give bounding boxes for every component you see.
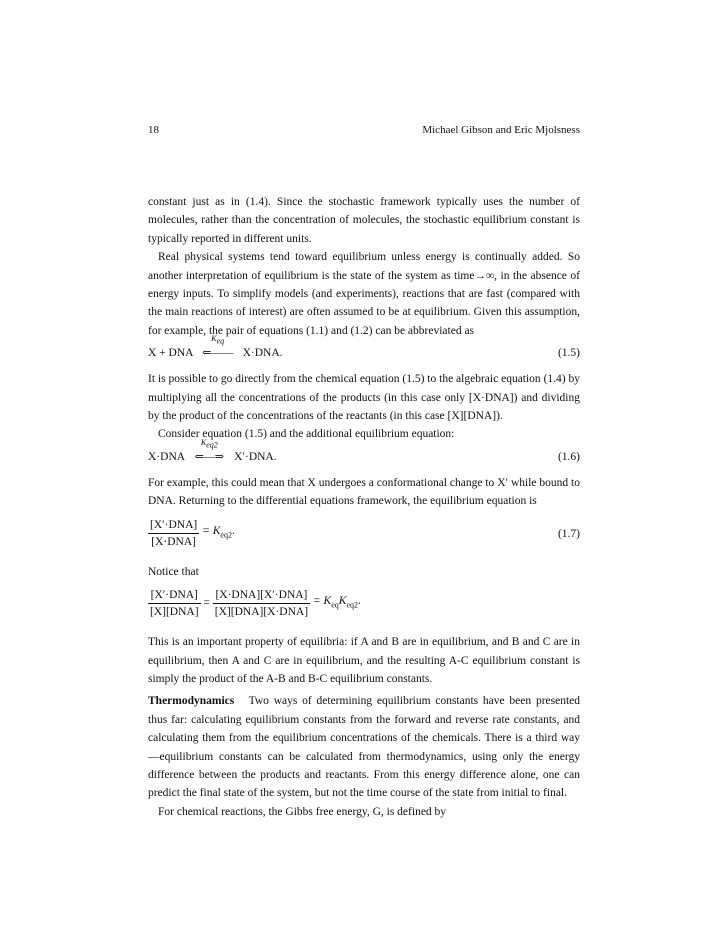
eq18-fraction-1 xyxy=(148,587,201,620)
eq18-numerator-2: [X·DNA][X′·DNA] xyxy=(213,587,310,604)
paragraph-8 xyxy=(148,692,580,802)
eq15-arrow: $K_{eq}$ ⇐—— xyxy=(198,344,238,362)
eq18-denominator-2: [X][DNA][X·DNA] xyxy=(214,606,309,619)
eq17-fraction xyxy=(148,517,199,550)
paragraph-5: For example, this could mean that X undergoes a conformational change to X′ while bound to DNA. Returning to the differential equations framework, the equilibrium equation is xyxy=(148,476,580,508)
eq16-arrow: $K_{eq2}$ ⇐—⇒ xyxy=(189,448,229,466)
paragraph-6: Notice that xyxy=(148,565,199,578)
eq16-constant: $K_{eq2}$ xyxy=(200,437,218,450)
eq15-rhs: X·DNA. xyxy=(242,347,283,360)
eq15-number: (1.5) xyxy=(557,347,580,360)
equation-unnumbered xyxy=(148,587,580,623)
paragraph-7: This is an important property of equilibria: if A and B are in equilibrium, and B and C are in equilibrium, then A and C are in equilibrium, and the resulting A-C equilibrium constant is simply the product of the A-B and B-C equilibrium constants. xyxy=(148,636,580,685)
eq17-denominator: [X·DNA] xyxy=(151,535,196,548)
eq17-rhs: = $K_{eq2}$. xyxy=(202,524,235,540)
eq16-number: (1.6) xyxy=(557,450,580,463)
eq18-numerator-1: [X′·DNA] xyxy=(148,587,201,604)
paragraph-1: constant just as in (1.4). Since the stochastic framework typically uses the number of molecules, rather than the concentration of molecules, the stochastic equilibrium constant is typically reported in different units. xyxy=(148,196,580,245)
paragraph-4: Consider equation (1.5) and the additional equilibrium equation: xyxy=(158,428,455,441)
equation-1-7 xyxy=(148,517,580,553)
eq16-rhs: X′·DNA. xyxy=(234,450,277,463)
equation-1-6 xyxy=(148,437,580,466)
paragraph-2: Real physical systems tend toward equilibrium unless energy is continually added. So another interpretation of equilibrium is the state of the system as time→∞, in the absence of energy inputs. To simplify models (and experiments), reactions that are fast (compared with the main reactions of interest) are often assumed to be at equilibrium. Given this assumption, for example, the pair of equations (1.1) and (1.2) can be abbreviated as xyxy=(148,251,580,337)
equation-1-5 xyxy=(148,334,580,362)
body-text xyxy=(148,193,580,821)
paragraph-8-text: Two ways of determining equilibrium constants have been presented thus far: calculating equilibrium constants from the forward and reverse rate constants, and calculating them from the equilibrium concentrations of the chemicals. There is a third way—equilibrium constants can be calculated from thermodynamics, using only the energy difference between the products and reactants. From this energy difference alone, one can predict the final state of the system, but not the time course of the state from initial to final. xyxy=(148,695,581,800)
eq18-rhs: = $K_{eq}K_{eq2}$. xyxy=(312,595,361,610)
eq15-constant: $K_{eq}$ xyxy=(211,334,225,346)
eq18-denominator-1: [X][DNA] xyxy=(150,606,199,619)
paragraph-3: It is possible to go directly from the chemical equation (1.5) to the algebraic equation (1.4) by multiplying all the concentrations of the products (in this case only [X·DNA]) and dividing by the product of the concentrations of the reactants (in this case [X][DNA]). xyxy=(148,373,580,423)
eq18-equals: = xyxy=(203,597,210,610)
eq17-number: (1.7) xyxy=(557,527,580,540)
section-heading-thermodynamics: Thermodynamics xyxy=(148,695,235,708)
paragraph-9: For chemical reactions, the Gibbs free energy, G, is defined by xyxy=(158,805,447,818)
running-header-authors: Michael Gibson and Eric Mjolsness xyxy=(422,124,580,136)
eq17-numerator: [X′·DNA] xyxy=(148,517,199,534)
eq16-lhs: X·DNA xyxy=(148,450,185,463)
page-number: 18 xyxy=(148,124,159,136)
eq18-fraction-2 xyxy=(213,587,310,620)
eq15-lhs: X + DNA xyxy=(148,347,193,360)
